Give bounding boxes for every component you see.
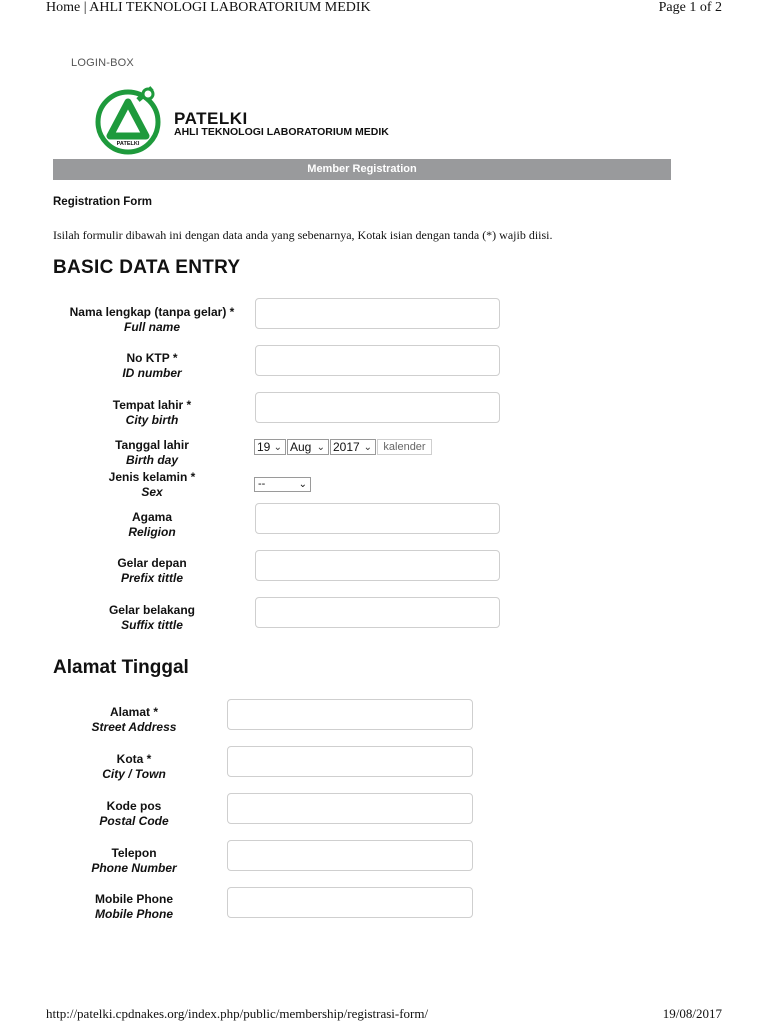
sex-select[interactable] [254,477,311,492]
label-prefix-title: Gelar depan Prefix tittle [117,556,187,585]
prefix-title-input[interactable] [255,550,500,581]
label-postal-code: Kode pos Postal Code [99,799,169,828]
city-birth-input[interactable] [255,392,500,423]
city-input[interactable] [227,746,473,777]
form-title: Registration Form [53,196,153,208]
label-city: Kota * City / Town [102,752,166,781]
sex-value: -- [258,478,266,490]
brand-subtitle: AHLI TEKNOLOGI LABORATORIUM MEDIK [174,126,389,138]
print-date: 19/08/2017 [662,1006,722,1021]
print-header [46,0,722,16]
brand-logo [94,86,434,156]
label-birth-day: Tanggal lahir Birth day [115,438,189,467]
postal-code-input[interactable] [227,793,473,824]
chevron-down-icon: ⌄ [298,479,307,490]
brand-name: PATELKI [174,109,248,128]
chevron-down-icon: ⌄ [363,442,372,453]
street-address-input[interactable] [227,699,473,730]
label-mobile-phone: Mobile Phone Mobile Phone [95,892,173,921]
chevron-down-icon: ⌄ [273,442,282,453]
form-instructions: Isilah formulir dibawah ini dengan data anda yang sebenarnya, Kotak isian dengan tanda (*) wajib diisi. [53,228,553,242]
birth-year-select[interactable] [330,439,376,455]
calendar-button[interactable]: kalender [377,439,432,455]
address-heading: Alamat Tinggal [53,657,189,678]
label-sex: Jenis kelamin * Sex [108,470,196,499]
id-number-input[interactable] [255,345,500,376]
label-phone: Telepon Phone Number [91,846,177,875]
birth-day-value: 19 [257,440,271,454]
label-full-name: Nama lengkap (tanpa gelar) * Full name [69,305,235,334]
birth-month-select[interactable] [287,439,329,455]
print-footer [46,1006,722,1022]
chevron-down-icon: ⌄ [316,442,325,453]
login-box-link[interactable]: LOGIN-BOX [71,57,134,69]
label-suffix-title: Gelar belakang Suffix tittle [108,603,196,632]
member-registration-bar: Member Registration [53,159,671,180]
birth-year-value: 2017 [333,440,360,454]
page-number: Page 1 of 2 [658,0,722,15]
full-name-input[interactable] [255,298,500,329]
print-header-title: Home | AHLI TEKNOLOGI LABORATORIUM MEDIK [46,0,371,15]
page-url: http://patelki.cpdnakes.org/index.php/public/membership/registrasi-form/ [46,1006,429,1021]
mobile-phone-input[interactable] [227,887,473,918]
phone-input[interactable] [227,840,473,871]
label-street-address: Alamat * Street Address [91,705,177,734]
birth-month-value: Aug [290,440,312,454]
religion-input[interactable] [255,503,500,534]
basic-data-heading: BASIC DATA ENTRY [53,257,241,278]
label-religion: Agama Religion [128,510,176,539]
logo-text: PATELKI [116,141,140,147]
suffix-title-input[interactable] [255,597,500,628]
birth-day-select[interactable] [254,439,286,455]
label-id-number: No KTP * ID number [122,351,182,380]
patelki-logo-icon [94,86,166,158]
label-city-birth: Tempat lahir * City birth [112,398,192,427]
